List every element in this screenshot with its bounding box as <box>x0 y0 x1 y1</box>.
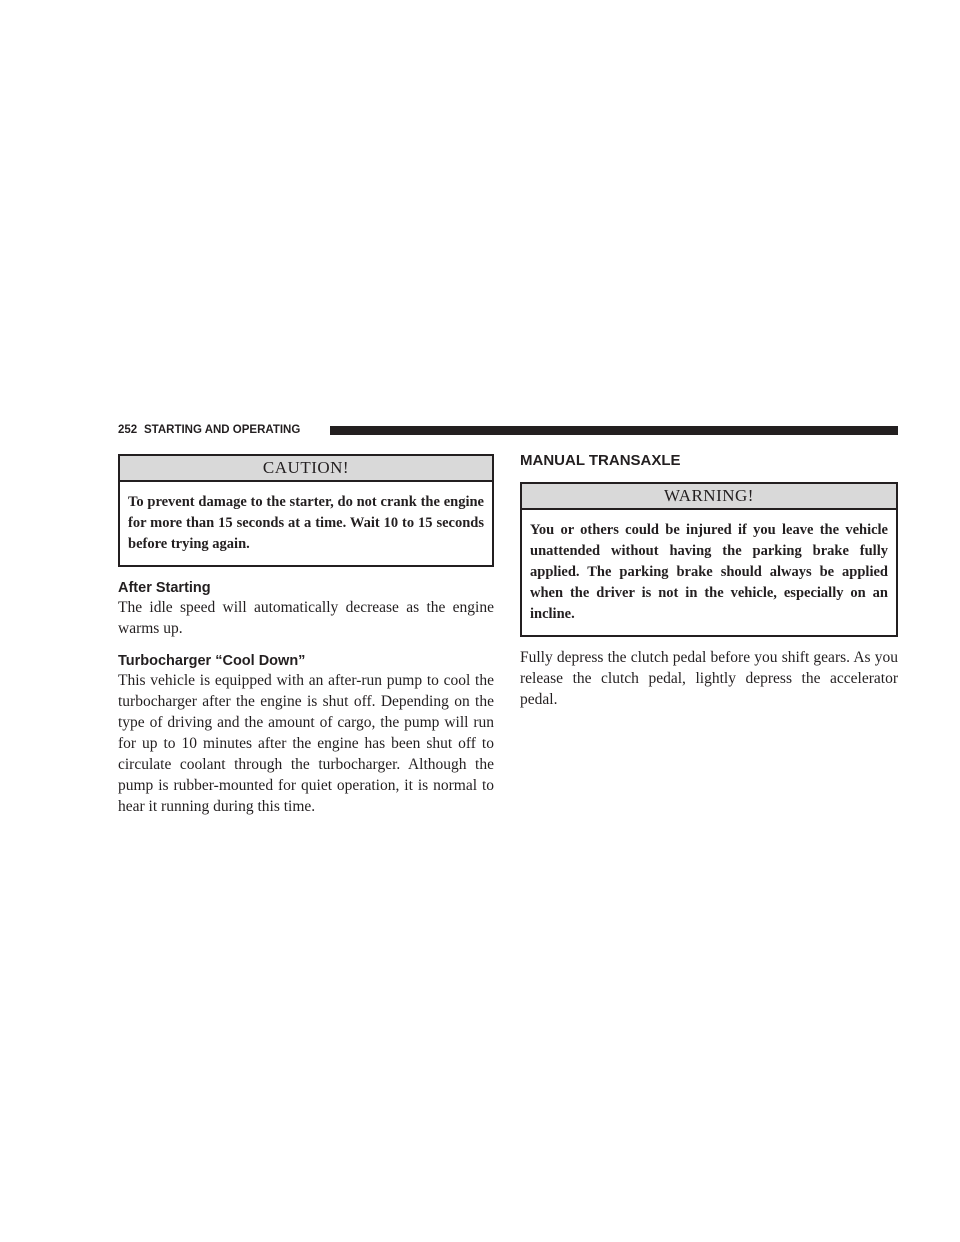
warning-title: WARNING! <box>522 484 896 510</box>
page-header <box>118 424 898 436</box>
right-column <box>520 452 898 710</box>
section-title: STARTING AND OPERATING <box>144 424 301 436</box>
warning-box <box>520 482 898 637</box>
warning-text: You or others could be injured if you leave the vehicle unattended without having the parking brake fully applied. The parking brake should always be applied when the driver is not in the vehicle, especially on an incline. <box>530 522 888 622</box>
header-rule <box>330 426 898 435</box>
manual-transaxle-text: Fully depress the clutch pedal before you shift gears. As you release the clutch pedal, lightly depress the accelerator pedal. <box>520 649 898 708</box>
turbo-cooldown-text: This vehicle is equipped with an after-run pump to cool the turbocharger after the engine is shut off. Depending on the type of driving and the amount of cargo, the pump will run for up to 10 minutes after the engine has been shut off to circulate coolant through the turbocharger. Although the pump is rubber-mounted for quiet operation, it is normal to hear it running during this time. <box>118 672 494 815</box>
manual-transaxle-heading: MANUAL TRANSAXLE <box>520 452 681 469</box>
after-starting-heading: After Starting <box>118 580 211 596</box>
left-column <box>118 454 494 817</box>
caution-title: CAUTION! <box>120 456 492 482</box>
caution-box <box>118 454 494 567</box>
page-number: 252 <box>118 424 138 436</box>
caution-text: To prevent damage to the starter, do not crank the engine for more than 15 seconds at a time. Wait 10 to 15 seconds before trying again. <box>128 494 484 552</box>
after-starting-text: The idle speed will automatically decrease as the engine warms up. <box>118 599 494 637</box>
turbo-cooldown-heading: Turbocharger “Cool Down” <box>118 653 306 669</box>
